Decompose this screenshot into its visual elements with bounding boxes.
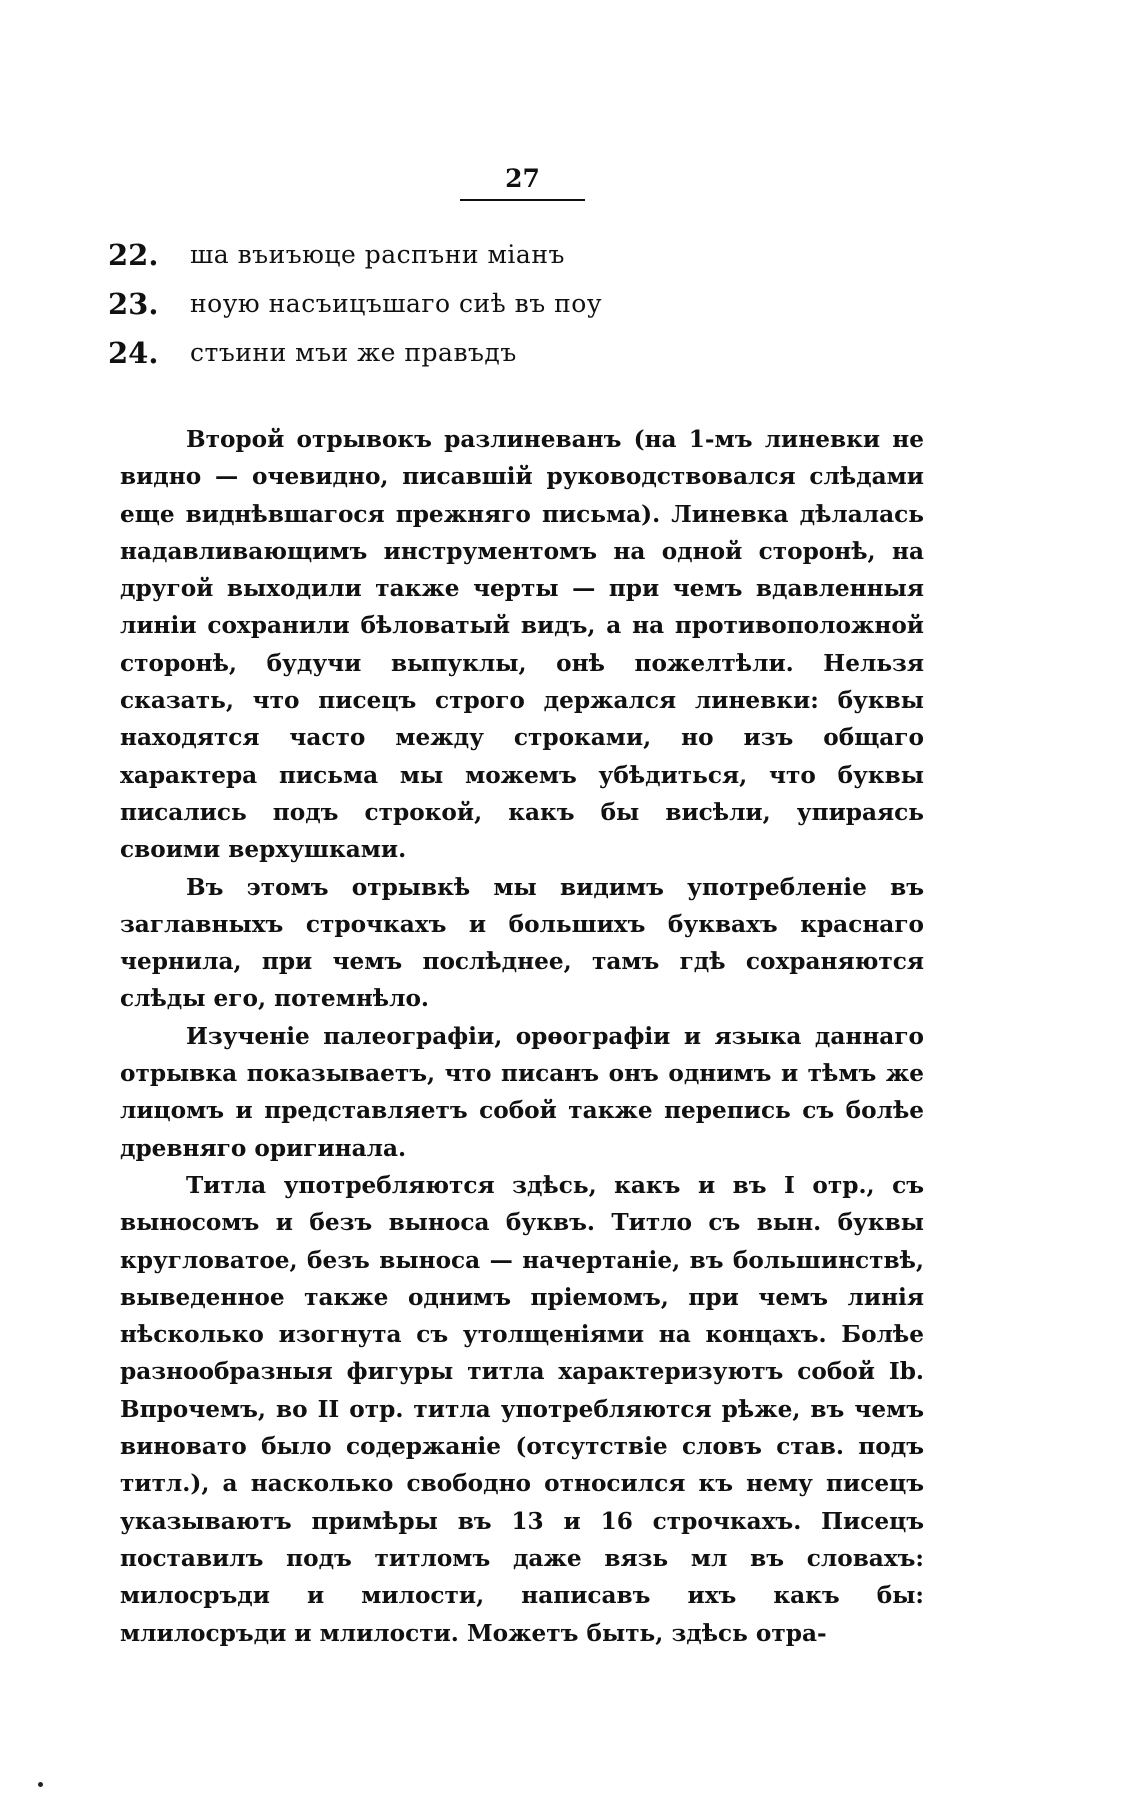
line-text: стъини мъи же правъдъ: [190, 338, 517, 367]
paragraph-paleography: Изученіе палеографіи, орѳографіи и языка даннаго отрывка показываетъ, что писанъ онъ однимъ и тѣмъ же лицомъ и представляетъ собой также перепись съ болѣе древняго оригинала.: [120, 1022, 924, 1162]
page-number: 27: [460, 164, 585, 201]
line-text: ноую насъицъшаго сиѣ въ поу: [190, 289, 603, 318]
body-text: [120, 421, 924, 1652]
scan-speck: [38, 1782, 43, 1787]
transcription-line-22: [108, 230, 602, 279]
transcription-line-23: [108, 279, 602, 328]
line-number: 23.: [108, 286, 159, 321]
line-number: 22.: [108, 237, 159, 272]
numbered-transcription-lines: [108, 230, 602, 377]
line-number: 24.: [108, 335, 159, 370]
line-text: ша въиъюце распъни міанъ: [190, 240, 565, 269]
paragraph-red-ink: Въ этомъ отрывкѣ мы видимъ употребленіе въ заглавныхъ строчкахъ и большихъ буквахъ краснаго чернила, при чемъ послѣднее, тамъ гдѣ сохраняются слѣды его, потемнѣло.: [120, 873, 924, 1013]
paragraph-titla: Титла употребляются здѣсь, какъ и въ I отр., съ выносомъ и безъ выноса буквъ. Титло съ вын. буквы кругловатое, безъ выноса — начертаніе, въ большинствѣ, выведенное также однимъ пріемомъ, при чемъ линія нѣсколько изогнута съ утолщеніями на концахъ. Болѣе разнообразныя фигуры титла характеризуютъ собой Ib. Впрочемъ, во II отр. титла употребляются рѣже, въ чемъ виновато было содержаніе (отсутствіе словъ став. подъ титл.), а насколько свободно относился къ нему писецъ указываютъ примѣры въ 13 и 16 строчкахъ. Писецъ поставилъ подъ титломъ даже вязь мл въ словахъ: милосръди и милости, написавъ ихъ какъ бы: млилосръди и млилости. Можетъ быть, здѣсь отра-: [120, 1171, 924, 1647]
paragraph-ruling: Второй отрывокъ разлиневанъ (на 1-мъ линевки не видно — очевидно, писавшій руководствовался слѣдами еще виднѣвшагося прежняго письма). Линевка дѣлалась надавливающимъ инструментомъ на одной сторонѣ, на другой выходили также черты — при чемъ вдавленныя линіи сохранили бѣловатый видъ, а на противоположной сторонѣ, будучи выпуклы, онѣ пожелтѣли. Нельзя сказать, что писецъ строго держался линевки: буквы находятся часто между строками, но изъ общаго характера письма мы можемъ убѣдиться, что буквы писались подъ строкой, какъ бы висѣли, упираясь своими верхушками.: [120, 426, 924, 864]
transcription-line-24: [108, 328, 602, 377]
